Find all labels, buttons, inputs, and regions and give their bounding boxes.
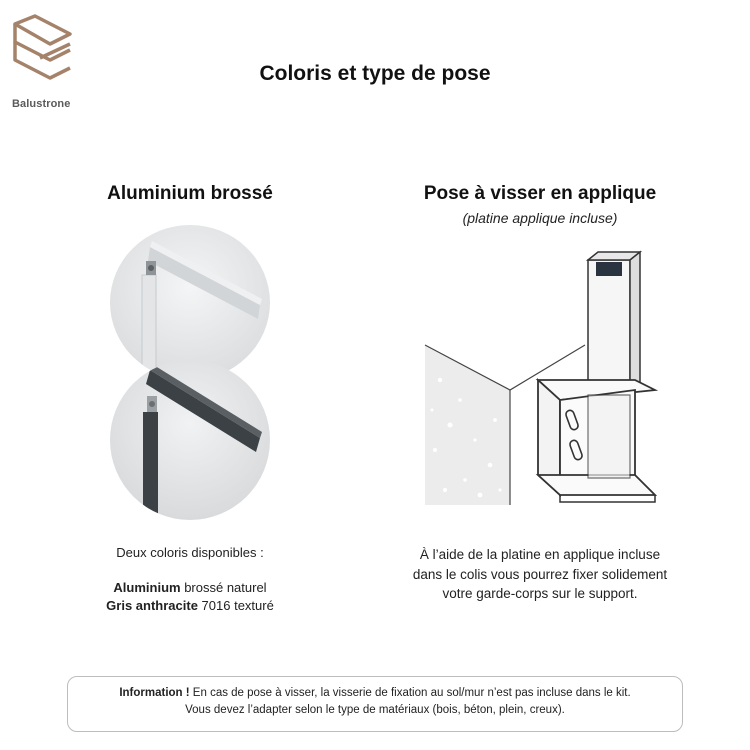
information-text-1: En cas de pose à visser, la visserie de fixation au sol/mur n’est pas incluse dans le kit. — [189, 687, 631, 699]
aluminium-rail-sample-icon — [110, 225, 270, 380]
finish-option-aluminium-detail: brossé naturel — [180, 580, 267, 596]
wall-mount-bracket-illustration-icon — [420, 250, 660, 520]
installation-title: Pose à visser en applique — [423, 183, 657, 204]
aluminium-sample-circle — [110, 225, 270, 380]
installation-description — [370, 545, 710, 604]
installation-subtitle: (platine applique incluse) — [462, 210, 618, 226]
anthracite-sample-circle — [110, 360, 270, 520]
installation-description-line: À l’aide de la platine en applique incluse — [419, 547, 661, 562]
finish-description — [60, 544, 320, 616]
page-title: Coloris et type de pose — [259, 62, 491, 85]
information-line-1 — [68, 685, 682, 702]
anthracite-rail-sample-icon — [110, 360, 270, 520]
finish-title: Aluminium brossé — [107, 183, 273, 204]
information-line-2: Vous devez l’adapter selon le type de matériaux (bois, béton, plein, creux). — [185, 704, 565, 717]
installation-description-line: votre garde-corps sur le support. — [442, 586, 638, 602]
finish-option-aluminium-name: Aluminium — [113, 580, 181, 596]
installation-illustration — [420, 250, 660, 520]
finish-intro: Deux coloris disponibles : — [116, 545, 264, 560]
brand-name: Balustrone — [12, 98, 71, 110]
information-label: Information ! — [119, 687, 190, 699]
finish-option-anthracite-detail: 7016 texturé — [197, 598, 274, 614]
brand-logo — [10, 12, 80, 110]
information-notice — [67, 676, 683, 732]
installation-description-line: dans le colis vous pourrez fixer solidement — [412, 566, 668, 582]
finish-option-anthracite-name: Gris anthracite — [106, 598, 198, 614]
finish-option-aluminium — [60, 579, 320, 597]
finish-option-anthracite — [60, 597, 320, 615]
